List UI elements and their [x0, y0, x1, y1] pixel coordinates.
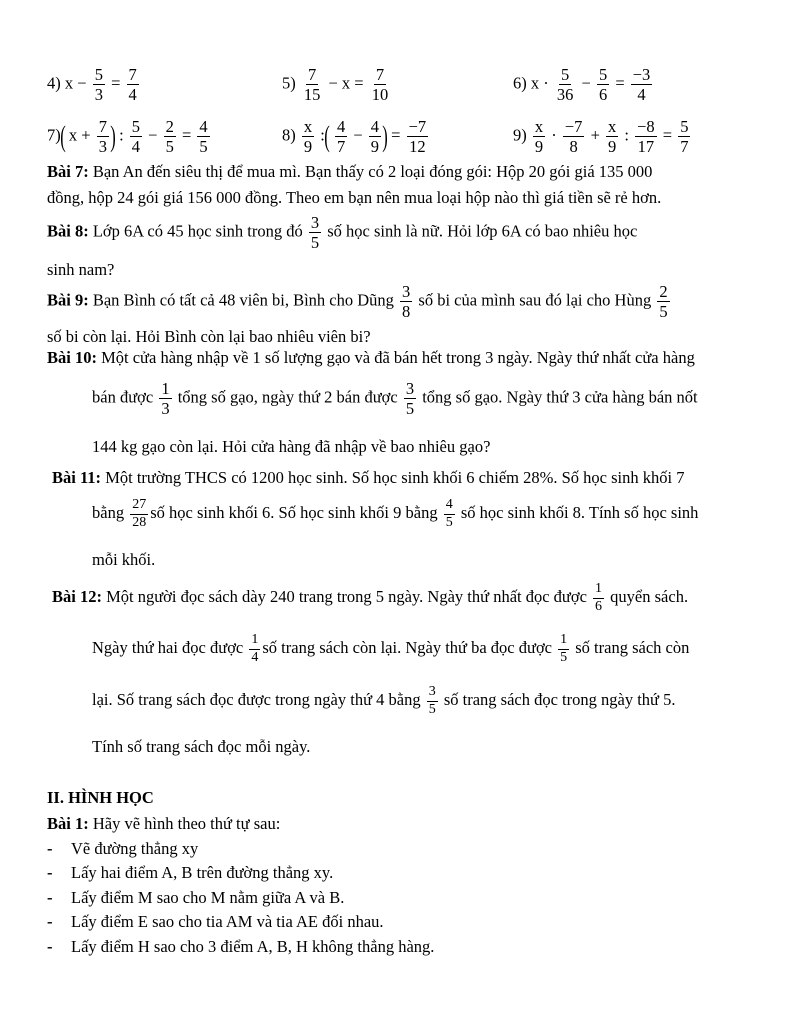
denominator: 28 [132, 514, 147, 530]
problem-text: mỗi khối. [92, 550, 156, 569]
bai9-line2 [47, 327, 371, 347]
eq-text: − [581, 73, 591, 93]
fraction [335, 118, 347, 156]
numerator: −7 [564, 117, 583, 136]
fraction [164, 118, 176, 156]
numerator: 7 [98, 117, 107, 136]
eq-text: = [615, 73, 625, 93]
denominator: 9 [608, 137, 617, 157]
problem-text: số học sinh là nữ. Hỏi lớp 6A có bao nhiêu học [327, 221, 638, 241]
fraction [309, 214, 321, 252]
fraction [593, 582, 604, 614]
numerator: 5 [680, 117, 689, 136]
numerator: 4 [199, 117, 208, 136]
eq-text: − x = [328, 73, 364, 93]
problem-text: 144 kg gạo còn lại. Hỏi cửa hàng đã nhập về bao nhiêu gạo? [92, 437, 491, 456]
denominator: 5 [405, 399, 415, 419]
denominator: 6 [595, 598, 603, 614]
fraction [97, 118, 109, 156]
section-heading: II. HÌNH HỌC [47, 788, 154, 807]
numerator: 7 [128, 65, 137, 84]
fraction [678, 118, 690, 156]
fraction [197, 118, 209, 156]
bai12-line1 [52, 582, 688, 614]
fraction [130, 498, 148, 530]
bai12-line2 [92, 633, 689, 665]
bullet: - [47, 863, 53, 882]
problem-text: số trang sách còn lại. Ngày thứ ba đọc được [262, 637, 552, 657]
problem-text: tổng số gạo. Ngày thứ 3 cửa hàng bán nốt [422, 387, 698, 407]
problem-text: quyển sách. [610, 586, 689, 606]
bai7-line1 [47, 162, 652, 182]
numerator: 3 [405, 379, 415, 398]
list-item [47, 839, 199, 859]
list-item-text: Lấy hai điểm A, B trên đường thẳng xy. [71, 863, 334, 882]
eq-text: = [111, 73, 121, 93]
denominator: 5 [428, 701, 436, 717]
numerator: 2 [659, 282, 668, 301]
numerator: 5 [94, 65, 103, 84]
eq-text: − [148, 125, 158, 145]
problem-label: Bài 7: [47, 162, 89, 181]
numerator: 1 [593, 582, 604, 599]
denominator: 4 [128, 85, 137, 105]
denominator: 4 [251, 649, 259, 665]
fraction [159, 380, 171, 418]
problem-text: tổng số gạo, ngày thứ 2 bán được [177, 387, 398, 407]
numerator: −8 [637, 117, 655, 136]
fraction [558, 633, 569, 665]
fraction [631, 66, 653, 104]
denominator: 12 [409, 137, 426, 157]
eq-text: : [320, 125, 325, 145]
problem-text: Ngày thứ hai đọc được [92, 637, 244, 657]
equation-7 [47, 118, 212, 156]
fraction [302, 66, 323, 104]
eq-text: · [551, 125, 557, 145]
problem-text: bán được [92, 387, 154, 407]
numerator: 5 [131, 117, 141, 136]
bullet: - [47, 839, 53, 858]
problem-label: Bài 9: [47, 290, 89, 310]
eq-text: 5) [282, 73, 296, 93]
bai11-line1 [52, 468, 684, 488]
eq-text: 6) x · [513, 73, 549, 93]
fraction [369, 118, 381, 156]
problem-text: số trang sách đọc trong ngày thứ 5. [443, 689, 676, 709]
numerator: 3 [310, 213, 320, 232]
bai11-line3 [92, 550, 155, 570]
numerator: −3 [632, 65, 651, 84]
list-item-text: Lấy điểm M sao cho M nằm giữa A và B. [71, 888, 345, 907]
denominator: 5 [560, 649, 568, 665]
fraction [400, 283, 412, 321]
eq-text: − [353, 125, 363, 145]
hh-bai1-title [47, 814, 280, 834]
bai12-line3 [92, 685, 676, 717]
bai7-line2 [47, 188, 661, 208]
problem-text: Bạn An đến siêu thị để mua mì. Bạn thấy có 2 loại đóng gói: Hộp 20 gói giá 135 000 [88, 162, 653, 181]
fraction [249, 633, 260, 665]
equation-9 [513, 118, 692, 156]
fraction [533, 118, 545, 156]
problem-text: số học sinh khối 8. Tính số học sinh [460, 502, 699, 522]
eq-text: = [391, 125, 401, 145]
eq-text: = [662, 125, 673, 145]
problem-text: Một cửa hàng nhập về 1 số lượng gạo và đã bán hết trong 3 ngày. Ngày thứ nhất cửa hàng [96, 348, 695, 367]
eq-text: : [624, 125, 629, 145]
denominator: 5 [199, 137, 208, 157]
open-paren: ( [60, 119, 66, 153]
denominator: 36 [556, 85, 574, 105]
close-paren: ) [110, 119, 116, 153]
eq-text: 9) [513, 125, 527, 145]
numerator: x [534, 117, 544, 136]
numerator: 1 [161, 379, 170, 398]
fraction [127, 66, 139, 104]
denominator: 5 [445, 514, 453, 530]
denominator: 9 [534, 137, 544, 157]
bai8-line2 [47, 260, 114, 280]
denominator: 3 [98, 137, 107, 157]
problem-text: lại. Số trang sách đọc được trong ngày thứ 4 bằng [92, 689, 421, 709]
fraction [370, 66, 391, 104]
denominator: 7 [680, 137, 689, 157]
eq-text: 7) [47, 125, 61, 145]
bai12-line4 [92, 737, 310, 757]
numerator: 4 [336, 117, 346, 136]
list-item-text: Vẽ đường thẳng xy [71, 839, 199, 858]
numerator: 7 [375, 65, 385, 84]
denominator: 3 [161, 399, 170, 419]
problem-label: Bài 12: [52, 586, 102, 606]
problem-text: bằng [92, 502, 125, 522]
problem-text: số học sinh khối 6. Số học sinh khối 9 bằng [150, 502, 438, 522]
fraction [302, 118, 314, 156]
fraction [635, 118, 657, 156]
fraction [606, 118, 618, 156]
numerator: 2 [165, 117, 174, 136]
eq-text: 8) [282, 125, 296, 145]
problem-text: Lớp 6A có 45 học sinh trong đó [88, 221, 303, 241]
denominator: 17 [637, 137, 655, 157]
denominator: 8 [569, 137, 578, 157]
numerator: 4 [444, 498, 455, 515]
equation-5 [282, 66, 392, 104]
problem-text: số trang sách còn [575, 637, 690, 657]
denominator: 5 [310, 233, 320, 253]
denominator: 15 [303, 85, 321, 105]
fraction [404, 380, 416, 418]
numerator: 5 [561, 65, 570, 84]
bullet: - [47, 912, 53, 931]
bullet: - [47, 888, 53, 907]
problem-text: Một trường THCS có 1200 học sinh. Số học sinh khối 6 chiếm 28%. Số học sinh khối 7 [101, 468, 685, 487]
numerator: x [303, 117, 313, 136]
denominator: 5 [165, 137, 174, 157]
bullet: - [47, 937, 53, 956]
fraction [407, 118, 429, 156]
numerator: 5 [598, 65, 608, 84]
denominator: 5 [659, 302, 668, 322]
open-paren: ( [324, 119, 330, 153]
problem-text: đồng, hộp 24 gói giá 156 000 đồng. Theo em bạn nên mua loại hộp nào thì giá tiền sẽ rẻ hơn. [47, 188, 662, 207]
denominator: 9 [370, 137, 380, 157]
bai9-line1 [47, 283, 672, 321]
fraction [563, 118, 585, 156]
numerator: 4 [370, 117, 380, 136]
denominator: 7 [336, 137, 346, 157]
problem-label: Bài 8: [47, 221, 89, 241]
eq-text: x + [68, 125, 91, 145]
problem-label: Bài 11: [52, 468, 102, 487]
bai10-line1 [47, 348, 695, 368]
numerator: 7 [308, 65, 317, 84]
numerator: 1 [249, 633, 260, 650]
problem-label: Bài 10: [47, 348, 97, 367]
numerator: 1 [558, 633, 569, 650]
problem-text: Bạn Bình có tất cả 48 viên bi, Bình cho Dũng [88, 290, 394, 310]
equation-6 [513, 66, 654, 104]
eq-text: 4) x − [47, 73, 87, 93]
denominator: 4 [131, 137, 141, 157]
problem-text: sinh nam? [47, 260, 115, 279]
fraction [555, 66, 576, 104]
bai10-line2 [92, 380, 698, 418]
bai10-line3 [92, 437, 490, 457]
equation-8 [282, 118, 430, 156]
fraction [427, 685, 438, 717]
fraction [597, 66, 609, 104]
close-paren: ) [382, 119, 388, 153]
denominator: 8 [402, 302, 411, 322]
fraction [657, 283, 669, 321]
denominator: 9 [303, 137, 313, 157]
problem-text: số bi còn lại. Hỏi Bình còn lại bao nhiêu viên bi? [47, 327, 371, 346]
numerator: −7 [408, 117, 427, 136]
problem-label: Bài 1: [47, 814, 89, 833]
list-item [47, 937, 435, 957]
denominator: 3 [94, 85, 103, 105]
fraction [93, 66, 105, 104]
fraction [444, 498, 455, 530]
denominator: 6 [598, 85, 608, 105]
denominator: 10 [371, 85, 389, 105]
bai8-line1 [47, 214, 637, 252]
numerator: 27 [130, 498, 148, 515]
numerator: 3 [427, 685, 438, 702]
problem-text: Một người đọc sách dày 240 trang trong 5 ngày. Ngày thứ nhất đọc được [101, 586, 587, 606]
fraction [130, 118, 142, 156]
eq-text: : [119, 125, 124, 145]
problem-text: Tính số trang sách đọc mỗi ngày. [92, 737, 311, 756]
equation-4 [47, 66, 141, 104]
bai11-line2 [92, 498, 698, 530]
denominator: 4 [637, 85, 646, 105]
numerator: 3 [402, 282, 411, 301]
list-item [47, 888, 345, 908]
eq-text: = [181, 125, 192, 145]
numerator: x [608, 117, 617, 136]
list-item-text: Lấy điểm H sao cho 3 điểm A, B, H không thẳng hàng. [71, 937, 435, 956]
list-item [47, 912, 384, 932]
problem-text: số bi của mình sau đó lại cho Hùng [418, 290, 652, 310]
problem-text: Hãy vẽ hình theo thứ tự sau: [88, 814, 281, 833]
list-item-text: Lấy điểm E sao cho tia AM và tia AE đối nhau. [71, 912, 384, 931]
eq-text: + [590, 125, 600, 145]
list-item [47, 863, 334, 883]
